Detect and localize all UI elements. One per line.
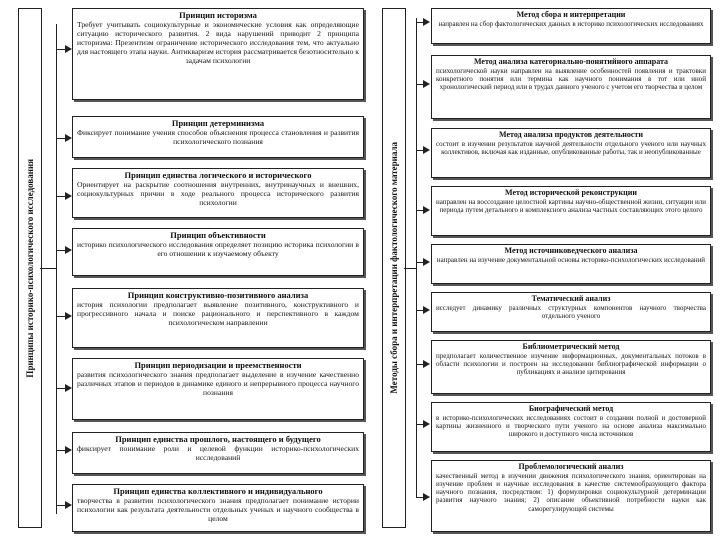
arrow-head [65,312,72,320]
arrow-head [423,258,430,266]
methods-category-box [382,8,406,528]
arrow-head [65,501,72,509]
principles-category-label: Принципы историко-психологического исследования [25,158,35,378]
principle-box [72,8,364,100]
method-box [431,402,711,452]
arrow-head [65,446,72,454]
method-title: Метод исторической реконструкции [505,188,637,197]
method-box [431,244,711,284]
arrow-head [65,192,72,200]
method-title: Библиометрический метод [522,342,620,351]
method-text: исследует динамику различных структурных компонентов научного творчества отдельного ученого [436,303,706,320]
principle-text: творчества в развитии психологического знания предполагает понимание истории психологии как результата деятельности отдельных ученых и научного сообщества в целом [77,496,359,523]
method-text: качественный метод в изучении движения психологического знания, ориентирован на изучение проблем и научные исследования в качестве системообразующего фактора научного познания, посредством: 1) формулировки социокультурной детерминации развития научного знания; 2) описание объективной потребности науки как саморегулирующей системы [436,471,706,513]
methods-category-label: Методы сбора и интерпретации фактологического материала [389,142,399,394]
principle-box [72,288,364,348]
method-text: состоит в изучении результатов научной деятельности отдельного ученого или научных коллективов, включая как изданные, опубликованные работы, так и неопубликованные [436,139,706,156]
arrow-head [423,146,430,154]
arrow-head [423,420,430,428]
method-text: направлен на сбор фактологических данных в историко психологических исследованиях [438,19,704,28]
method-text: в историко-психологических исследованиях состоит в создании полной и достоверной картины жизненного и творческого пути ученого на основе анализа максимально широкого и доступного числа источников [436,413,706,439]
principle-title: Принцип периодизации и преемственности [134,360,302,370]
method-text: направлен на изучение документальной основы историко-психологических исследований [436,255,706,264]
method-box [431,186,711,236]
arrow-head [423,206,430,214]
principle-title: Принцип единства прошлого, настоящего и будущего [115,434,321,444]
method-box [431,8,711,44]
principle-title: Принцип объективности [170,230,266,240]
principle-text: развития психологического знания предполагает выделение в изучение качественно различных этапов и периодов в динамике единого и непрерывного процесса научного познания [77,370,359,397]
principle-title: Принцип единства коллективного и индивидуального [113,486,323,496]
method-text: направлен на воссоздание целостной картины научно-общественной жизни, ситуации или периода путем детального и комплексного анализа частных составляющих этого целого [436,197,706,214]
method-box [431,128,711,178]
method-text: предполагает количественное изучение информационных, документальных потоков в области психологии и построен на исследовании библиографической информации о публикациях и анализе цитирования [436,351,706,377]
principle-box [72,168,364,218]
principle-title: Принцип единства логического и исторического [124,170,312,180]
arrow-head [423,360,430,368]
arrow-head [423,18,430,26]
methods-connector-spine [416,18,417,498]
principle-text: историко психологического исследования определяет позицию историка психологии в его отношении к изучаемому объекту [77,240,359,258]
principle-box [72,358,364,420]
method-title: Проблемологический анализ [518,462,624,471]
principles-connector-stub [40,268,56,269]
principle-box [72,484,364,532]
method-title: Метод источниковедческого анализа [504,246,638,255]
method-box [431,292,711,332]
arrow-head [65,45,72,53]
arrow-head [65,246,72,254]
principle-box [72,116,364,158]
method-box [431,460,711,532]
method-box [431,55,711,119]
principles-category-box [18,8,42,528]
method-title: Метод анализа продуктов деятельности [499,130,643,139]
principle-box [72,228,364,276]
methods-connector-stub [404,268,416,269]
principle-text: фиксирует понимание роли и целевой функции историко-психологических исследований [77,444,359,462]
principle-text: Фиксирует понимание учения способов объяснения процесса становления и развития психологического познания [77,128,359,146]
method-text: психологической науки направлен на выявление особенностей появления и трактовки конкретного понятия или термина как научного понимания в тот или иной хронологический период или в трудах данного ученого с учетом его творчества в целом [436,66,706,92]
principle-box [72,432,364,474]
principle-text: Ориентирует на раскрытие соотношения внутренних, внутринаучных и внешних, социокультурных причин в ходе реального процесса исторического развития психологии [77,180,359,207]
method-title: Биографический метод [528,404,614,413]
method-title: Метод анализа категориально-понятийного аппарата [473,57,669,66]
arrow-head [65,384,72,392]
principle-title: Принцип историзма [179,10,257,20]
arrow-head [65,134,72,142]
principles-connector-spine [56,24,57,514]
arrow-head [423,493,430,501]
principle-text: Требует учитывать социокультурные и экономические условия как определяющие ситуацию исторического развития. 2 вида нарушений приводит 2 принципа историзма: Презентизм ограничение исторического исследования тем, что актуально для настоящего этапа науки. Антикваризм история рассматривается безотносительно к задачам психологии [77,20,359,65]
arrow-head [423,306,430,314]
method-box [431,340,711,394]
principle-text: история психологии предполагает выявление позитивного, конструктивного и прогрессивного начала и поиске рационального и перспективного в каждом психологическом направлении [77,300,359,327]
method-title: Метод сбора и интерпретации [516,10,626,19]
principle-title: Принцип детерминизма [171,118,265,128]
method-title: Тематический анализ [531,294,611,303]
arrow-head [423,80,430,88]
principle-title: Принцип конструктивно-позитивного анализа [127,290,309,300]
